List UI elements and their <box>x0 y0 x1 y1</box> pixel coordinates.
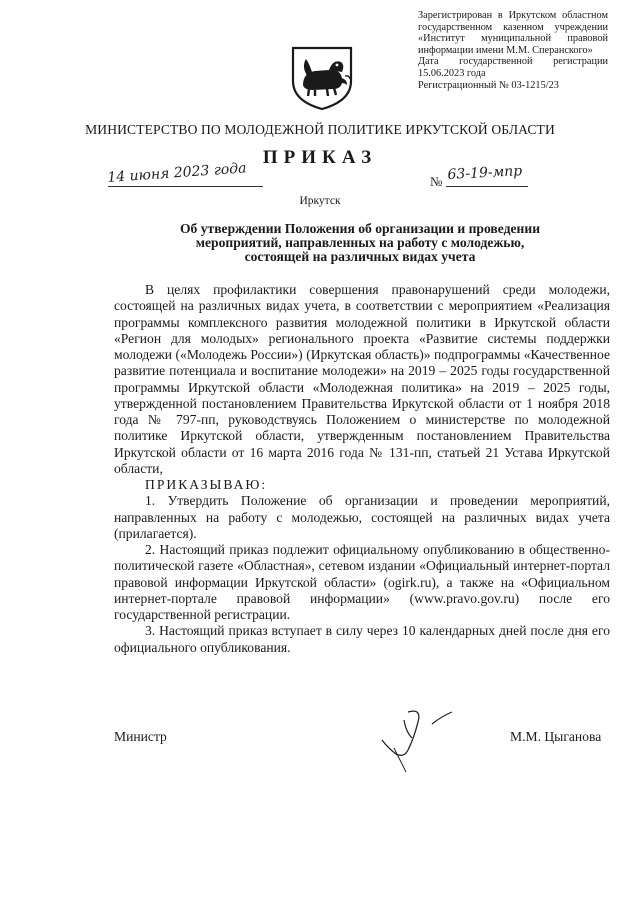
order-title: ПРИКАЗ <box>262 147 378 168</box>
coat-of-arms-icon <box>289 45 355 111</box>
registration-line: «Институт муниципальной правовой <box>418 33 608 45</box>
number-sign: № <box>430 174 443 189</box>
registration-line: государственном казенном учреждении <box>418 21 608 33</box>
date-underline <box>108 186 263 187</box>
ministry-name: МИНИСТЕРСТВО ПО МОЛОДЕЖНОЙ ПОЛИТИКЕ ИРКУТСКОЙ ОБЛАСТИ <box>85 122 555 137</box>
title-line: мероприятий, направленных на работу с молодежью, <box>195 235 525 250</box>
number-underline <box>446 186 528 187</box>
document-title <box>150 222 570 264</box>
order-item: 1. Утвердить Положение об организации и проведении мероприятий, направленных на работу с молодежью, состоящей на различных видах учета (прилагается). <box>114 493 610 541</box>
command-word: ПРИКАЗЫВАЮ: <box>145 477 268 492</box>
registration-stamp <box>418 10 608 91</box>
order-date: 14 июня 2023 года <box>106 160 248 186</box>
registration-date: 15.06.2023 года <box>418 67 486 79</box>
order-item: 3. Настоящий приказ вступает в силу через 10 календарных дней после дня его официального опубликования. <box>114 623 610 655</box>
signatory-position: Министр <box>114 729 167 744</box>
title-line: Об утверждении Положения об организации и проведении <box>179 221 541 236</box>
order-number: 63-19-мпр <box>447 163 523 183</box>
registration-number: Регистрационный № 03-1215/23 <box>418 79 559 91</box>
registration-line: Зарегистрирован в Иркутском областном <box>418 10 608 21</box>
registration-line: информации имени М.М. Сперанского» <box>418 44 593 56</box>
handwritten-signature-icon <box>378 698 468 778</box>
registration-line: Дата государственной регистрации <box>418 56 608 68</box>
document-body <box>114 282 610 656</box>
signatory-name: М.М. Цыганова <box>510 729 602 744</box>
title-line: состоящей на различных видах учета <box>244 249 476 264</box>
preamble-paragraph: В целях профилактики совершения правонарушений среди молодежи, состоящей на различных видах учета, в соответствии с мероприятием «Реализация программы комплексного развития молодежной политики в Иркутской области «Регион для молодых» регионального проекта «Развитие системы поддержки молодежи («Молодежь России») (Иркутская область)» подпрограммы «Качественное развитие потенциала и воспитание молодежи» на 2019 – 2025 годы государственной программы Иркутской области «Молодежная политика» на 2019 – 2025 годы, утвержденной постановлением Правительства Иркутской области от 1 ноября 2018 года № 797-пп, руководствуясь Положением о министерстве по молодежной политике Иркутской области, утвержденным постановлением Правительства Иркутской области от 16 марта 2016 года № 131-пп, статьей 21 Устава Иркутской области, <box>114 282 610 476</box>
city: Иркутск <box>299 195 341 207</box>
order-item: 2. Настоящий приказ подлежит официальному опубликованию в общественно-политической газете «Областная», сетевом издании «Официальный интернет-портал правовой информации Иркутской области» (ogirk.ru), а также на «Официальном интернет-портале правовой информации» (www.pravo.gov.ru) после его государственной регистрации. <box>114 542 610 622</box>
